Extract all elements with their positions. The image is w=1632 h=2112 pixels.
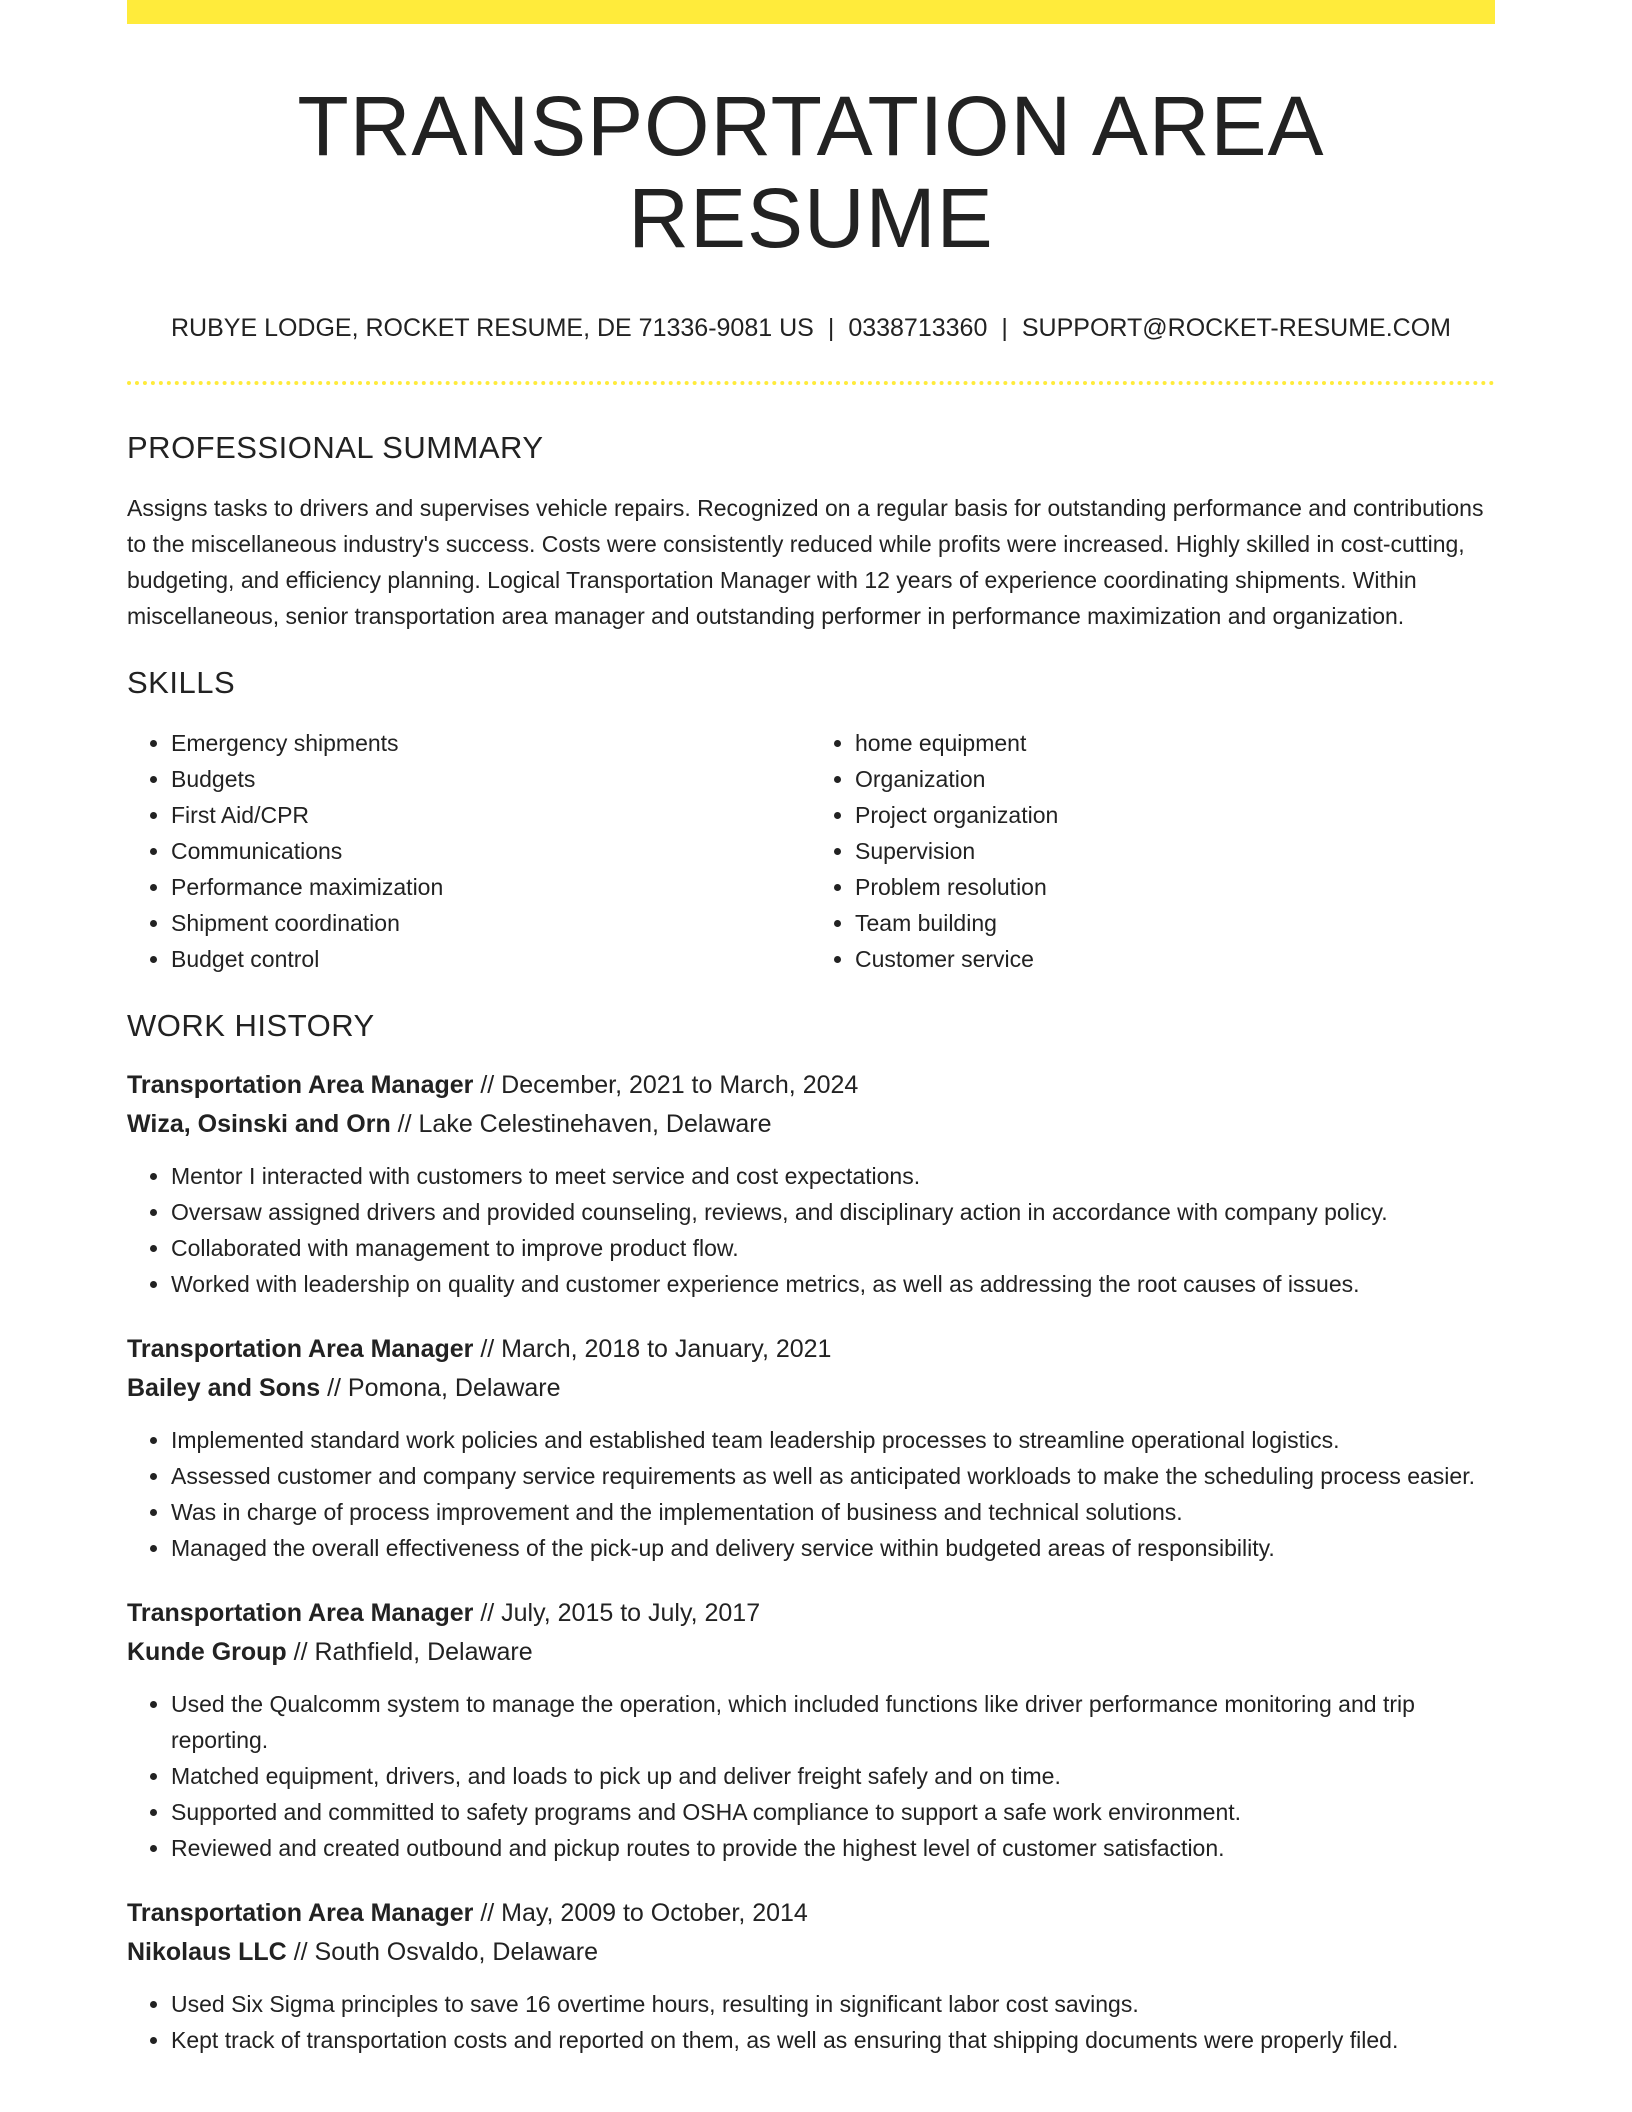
skill-item: • Team building [855,905,1495,941]
job-company-line [127,1633,1495,1672]
skill-item: • Communications [171,833,811,869]
job-company: Bailey and Sons [127,1374,321,1403]
work-history-list [127,1066,1495,2058]
job-entry [127,1594,1495,1866]
job-bullet: • Used Six Sigma principles to save 16 overtime hours, resulting in significant labor cost savings. [171,1986,1495,2022]
job-dates: // March, 2018 to January, 2021 [473,1335,832,1364]
contact-email: SUPPORT@ROCKET-RESUME.COM [1021,313,1451,342]
top-accent-bar [127,0,1495,24]
job-company: Nikolaus LLC [127,1938,287,1967]
job-bullets [127,1158,1495,1302]
summary-heading: PROFESSIONAL SUMMARY [127,429,544,465]
job-bullet: • Collaborated with management to improve product flow. [171,1230,1495,1266]
skill-item: • Performance maximization [171,869,811,905]
job-bullets [127,1686,1495,1866]
job-bullet: • Used the Qualcomm system to manage the operation, which included functions like driver performance monitoring and trip reporting. [171,1686,1495,1758]
contact-address: RUBYE LODGE, ROCKET RESUME, DE 71336-9081 US [170,313,814,342]
job-dates: // July, 2015 to July, 2017 [473,1599,761,1628]
job-bullet: • Supported and committed to safety programs and OSHA compliance to support a safe work environment. [171,1794,1495,1830]
skill-item: • Emergency shipments [171,725,811,761]
job-bullet: • Implemented standard work policies and established team leadership processes to streamline operational logistics. [171,1422,1495,1458]
job-bullet: • Oversaw assigned drivers and provided counseling, reviews, and disciplinary action in accordance with company policy. [171,1194,1495,1230]
resume-title: TRANSPORTATION AREA RESUME [297,79,1325,266]
job-bullets [127,1986,1495,2058]
job-entry [127,1330,1495,1566]
job-title-line [127,1330,1495,1369]
job-company: Wiza, Osinski and Orn [127,1110,391,1139]
job-title-line [127,1894,1495,1933]
job-entry [127,1066,1495,1302]
contact-phone: 0338713360 [848,313,988,342]
skill-item: • Project organization [855,797,1495,833]
skill-item: • Problem resolution [855,869,1495,905]
job-bullet: • Matched equipment, drivers, and loads to pick up and deliver freight safely and on time. [171,1758,1495,1794]
job-bullet: • Was in charge of process improvement and the implementation of business and technical solutions. [171,1494,1495,1530]
job-title: Transportation Area Manager [127,1899,474,1928]
job-title: Transportation Area Manager [127,1071,474,1100]
skill-item: • First Aid/CPR [171,797,811,833]
job-entry [127,1894,1495,2058]
job-bullet: • Assessed customer and company service requirements as well as anticipated workloads to make the scheduling process easier. [171,1458,1495,1494]
job-location: // Rathfield, Delaware [286,1638,533,1667]
job-title-line [127,1066,1495,1105]
job-company-line [127,1933,1495,1972]
contact-separator: | [1001,313,1008,342]
skill-item: • Budget control [171,941,811,977]
contact-separator: | [827,313,835,342]
summary-text: Assigns tasks to drivers and supervises vehicle repairs. Recognized on a regular basis for outstanding performance and contributions to the miscellaneous industry's success. Costs were consistently reduced while profits were increased. Highly skilled in cost-cutting, budgeting, and efficiency planning. Logical Transportation Manager with 12 years of experience coordinating shipments. Within miscellaneous, senior transportation area manager and outstanding performer in performance maximization and organization. [127,494,1484,629]
job-bullet: • Reviewed and created outbound and pickup routes to provide the highest level of customer satisfaction. [171,1830,1495,1866]
job-company-line [127,1105,1495,1144]
skills-heading: SKILLS [127,664,236,700]
job-title-line [127,1594,1495,1633]
job-bullet: • Mentor I interacted with customers to meet service and cost expectations. [171,1158,1495,1194]
job-bullets [127,1422,1495,1566]
contact-line [127,313,1495,343]
resume-page [127,0,1495,2058]
skill-item: • Customer service [855,941,1495,977]
job-bullet: • Worked with leadership on quality and customer experience metrics, as well as addressing the root causes of issues. [171,1266,1495,1302]
job-company-line [127,1369,1495,1408]
skill-item: • Organization [855,761,1495,797]
skill-item: • Supervision [855,833,1495,869]
skill-item: • home equipment [855,725,1495,761]
skills-column-left [127,725,811,977]
job-location: // Lake Celestinehaven, Delaware [390,1110,772,1139]
job-dates: // May, 2009 to October, 2014 [473,1899,808,1928]
job-location: // South Osvaldo, Delaware [286,1938,599,1967]
job-bullet: • Managed the overall effectiveness of the pick-up and delivery service within budgeted areas of responsibility. [171,1530,1495,1566]
job-company: Kunde Group [127,1638,287,1667]
skill-item: • Shipment coordination [171,905,811,941]
job-bullet: • Kept track of transportation costs and reported on them, as well as ensuring that shipping documents were properly filed. [171,2022,1495,2058]
job-location: // Pomona, Delaware [320,1374,561,1403]
job-title: Transportation Area Manager [127,1335,474,1364]
skill-item: • Budgets [171,761,811,797]
skills-column-right [811,725,1495,977]
job-title: Transportation Area Manager [127,1599,474,1628]
work-history-heading: WORK HISTORY [127,1008,375,1044]
dotted-divider [127,381,1495,385]
skills-list [127,725,1495,977]
job-dates: // December, 2021 to March, 2024 [473,1071,859,1100]
